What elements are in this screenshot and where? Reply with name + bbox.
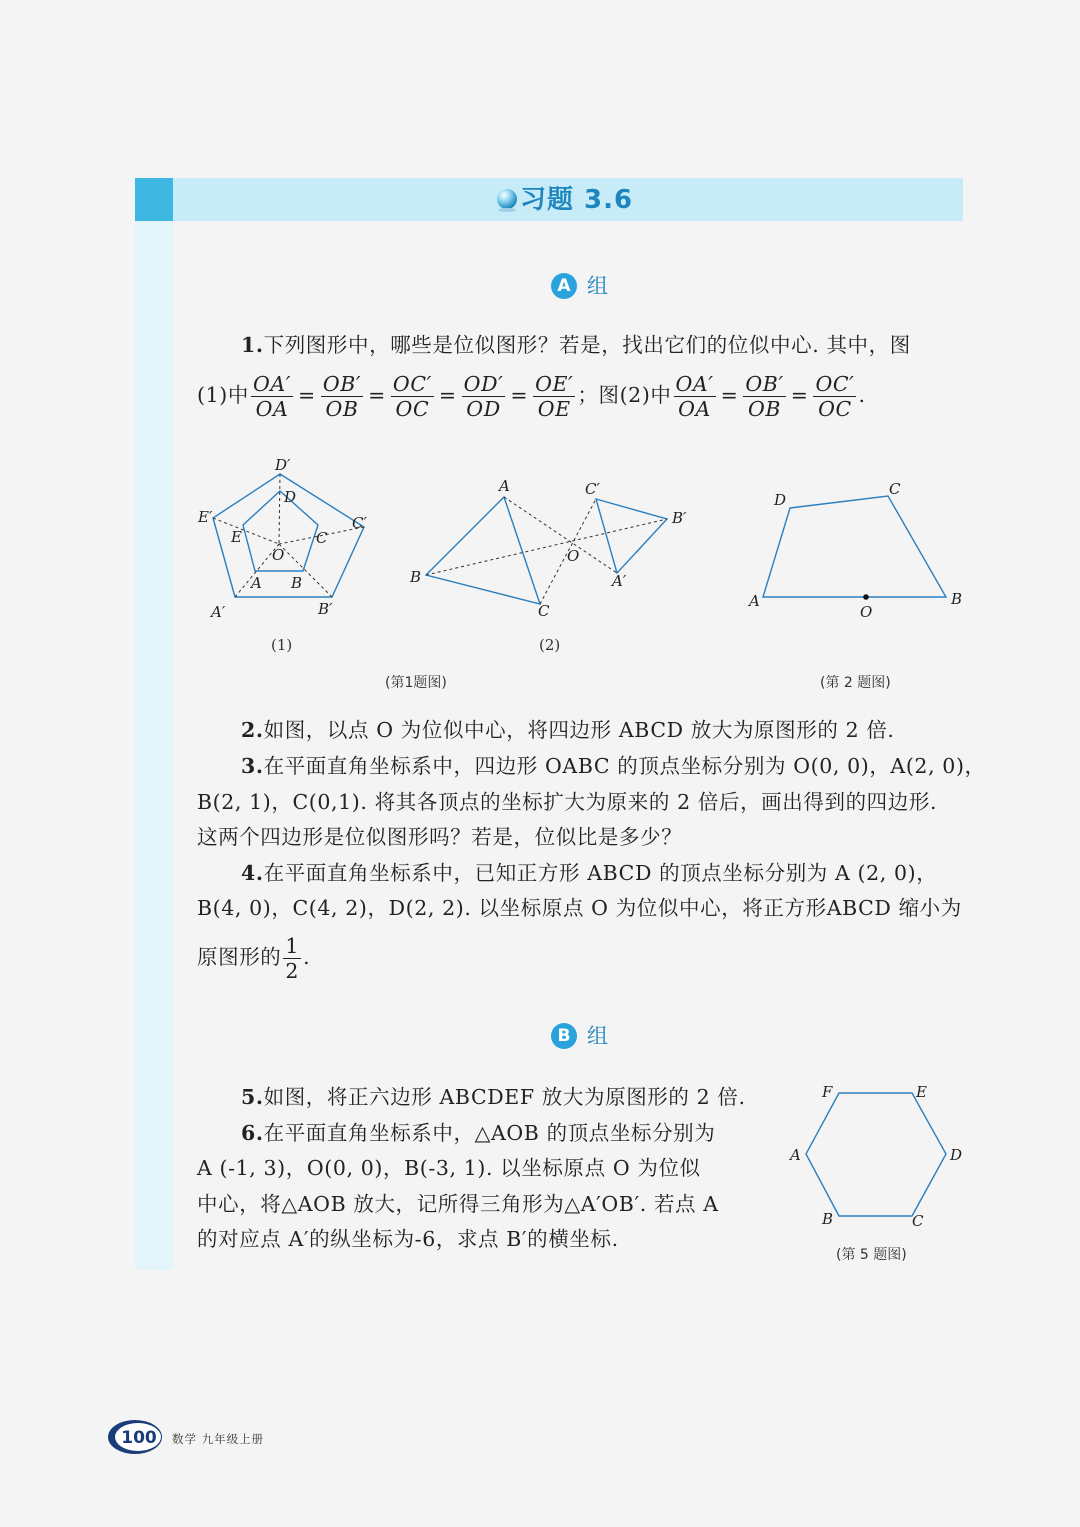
figure-5-hexagon — [785, 1075, 970, 1235]
page-title: 习题 3.6 — [520, 185, 634, 215]
figure-1-caption: (第1题图) — [385, 675, 447, 691]
ratio-numerator: OA′ — [252, 372, 292, 396]
figure-1-triangles — [405, 470, 695, 620]
label-B: B — [410, 568, 422, 586]
triangle-A1B1C1 — [596, 499, 667, 573]
fig1-ratio-3 — [462, 372, 506, 421]
half-fraction — [283, 934, 301, 983]
label-E-prime: E′ — [198, 508, 213, 526]
label-A: A — [790, 1146, 801, 1164]
label-D: D — [950, 1146, 963, 1164]
ratio-numerator: OD′ — [463, 372, 504, 396]
triangle-ABC — [426, 497, 540, 604]
figure-2-quadrilateral — [745, 475, 970, 625]
q6-line3: 中心，将△AOB 放大，记所得三角形为△A′OB′. 若点 A — [197, 1192, 719, 1216]
label-O: O — [272, 546, 285, 564]
ratio-denominator: OA — [678, 397, 711, 421]
fig1-ratio-list — [249, 372, 577, 421]
ratio-numerator: OE′ — [535, 372, 574, 396]
ratio-denominator: OA — [255, 397, 289, 421]
label-B: B — [291, 574, 303, 592]
q4-prefix: 原图形的 — [197, 945, 282, 969]
q1-text: 下列图形中，哪些是位似图形？若是，找出它们的位似中心. 其中，图 — [263, 333, 911, 357]
label-A: A — [749, 592, 760, 610]
ratio-denominator: OC — [818, 397, 852, 421]
equals-sign: = — [298, 383, 316, 407]
label-E: E — [916, 1083, 927, 1101]
ratio-numerator: OA′ — [675, 372, 714, 396]
fig1-ratio-4 — [533, 372, 575, 421]
label-C: C — [912, 1212, 924, 1230]
q4-end: . — [303, 945, 311, 969]
ratio-denominator: OC — [395, 397, 430, 421]
ratio-denominator: OB — [748, 397, 782, 421]
footer-book-title: 数学 九年级上册 — [172, 1432, 265, 1446]
q3-text1: 在平面直角坐标系中，四边形 OABC 的顶点坐标分别为 O(0, 0)，A(2, 0)， — [263, 754, 986, 778]
group-a-heading — [551, 271, 608, 301]
label-E: E — [231, 528, 242, 546]
half-numerator: 1 — [285, 934, 300, 958]
label-C: C — [538, 602, 550, 620]
ratio-numerator: OC′ — [815, 372, 855, 396]
label-B: B — [951, 590, 963, 608]
q3-line2: B(2, 1)，C(0,1). 将其各顶点的坐标扩大为原来的 2 倍后，画出得到的四边形. — [197, 790, 938, 814]
half-denominator: 2 — [285, 959, 300, 983]
fig2-ratio-2 — [813, 372, 856, 421]
figure-1-sub2: (2) — [539, 636, 561, 654]
q2-text: 如图，以点 O 为位似中心，将四边形 ABCD 放大为原图形的 2 倍. — [263, 718, 895, 742]
q3-number: 3. — [241, 754, 264, 778]
q3-line3: 这两个四边形是位似图形吗？若是，位似比是多少？ — [197, 825, 683, 849]
group-b-heading — [551, 1021, 608, 1051]
equals-sign: = — [790, 383, 809, 407]
q4-line2: B(4, 0)，C(4, 2)，D(2, 2). 以坐标原点 O 为位似中心，将正方形ABCD 缩小为 — [197, 896, 962, 920]
label-B-prime: B′ — [318, 600, 333, 618]
page-number: 100 — [121, 1428, 157, 1448]
q6-line2: A (-1, 3)，O(0, 0)，B(-3, 1). 以坐标原点 O 为位似 — [197, 1156, 701, 1180]
q1-end: . — [858, 383, 866, 407]
q4-line1 — [197, 856, 1011, 891]
ratio-denominator: OD — [466, 397, 501, 421]
figure-2-caption: (第 2 题图) — [820, 675, 891, 691]
q4-line3 — [197, 929, 967, 985]
q6-number: 6. — [241, 1121, 264, 1145]
q2-number: 2. — [241, 718, 264, 742]
fig2-ratio-list — [672, 372, 859, 421]
fig2-ratio-1 — [743, 372, 785, 421]
label-O: O — [567, 547, 580, 565]
label-O: O — [860, 603, 873, 621]
fig2-ratio-0 — [674, 372, 716, 421]
equals-sign: = — [438, 383, 457, 407]
q5-text: 如图，将正六边形 ABCDEF 放大为原图形的 2 倍. — [263, 1085, 746, 1109]
hexagon-ABCDEF — [806, 1093, 946, 1216]
ratio-numerator: OB′ — [322, 372, 362, 396]
q1-mid: ；图(2)中 — [577, 383, 672, 407]
group-b-label: 组 — [587, 1024, 608, 1048]
label-C-prime: C′ — [352, 514, 367, 532]
q4-number: 4. — [241, 861, 264, 885]
equals-sign: = — [510, 383, 529, 407]
label-C-prime: C′ — [585, 480, 600, 498]
q6-text1: 在平面直角坐标系中，△AOB 的顶点坐标分别为 — [263, 1121, 716, 1145]
q6-line1 — [197, 1116, 801, 1151]
ratio-denominator: OE — [537, 397, 571, 421]
label-A: A — [251, 574, 262, 592]
fig1-ratio-0 — [251, 372, 293, 421]
q5-number: 5. — [241, 1085, 264, 1109]
q1-number: 1. — [241, 333, 264, 357]
q2-line — [197, 713, 1011, 748]
label-A-prime: A′ — [612, 572, 627, 590]
sidebar-strip — [135, 178, 173, 1270]
label-B: B — [822, 1210, 834, 1228]
group-a-badge: A — [551, 273, 577, 299]
q5-line — [197, 1080, 801, 1115]
label-C: C — [316, 529, 328, 547]
group-a-label: 组 — [587, 274, 608, 298]
label-D: D — [284, 488, 297, 506]
label-D-prime: D′ — [275, 456, 291, 474]
figure-1-sub1: (1) — [271, 636, 293, 654]
figure-1-pentagons — [190, 450, 380, 620]
ratio-numerator: OC′ — [392, 372, 432, 396]
center-rays — [426, 497, 667, 604]
q1-line1 — [197, 328, 1011, 363]
header-accent — [135, 178, 173, 221]
q4-text1: 在平面直角坐标系中，已知正方形 ABCD 的顶点坐标分别为 A (2, 0)， — [263, 861, 938, 885]
label-D: D — [774, 491, 787, 509]
group-b-badge: B — [551, 1023, 577, 1049]
label-C: C — [889, 480, 901, 498]
fig1-ratio-2 — [391, 372, 434, 421]
globe-icon — [494, 187, 520, 213]
q1-line2 — [197, 367, 967, 423]
label-B-prime: B′ — [672, 509, 687, 527]
label-A: A — [499, 477, 510, 495]
equals-sign: = — [368, 383, 386, 407]
ratio-denominator: OB — [325, 397, 359, 421]
equals-sign: = — [720, 383, 739, 407]
q6-line4: 的对应点 A′的纵坐标为-6，求点 B′的横坐标. — [197, 1227, 619, 1251]
ratio-numerator: OB′ — [745, 372, 784, 396]
figure-5-caption: (第 5 题图) — [836, 1247, 907, 1263]
label-F: F — [822, 1083, 833, 1101]
quad-ABCD — [763, 496, 946, 597]
q1-prefix: (1)中 — [197, 383, 249, 407]
label-A-prime: A′ — [211, 603, 226, 620]
q3-line1 — [197, 749, 1011, 784]
point-O — [863, 594, 869, 600]
fig1-ratio-1 — [321, 372, 363, 421]
